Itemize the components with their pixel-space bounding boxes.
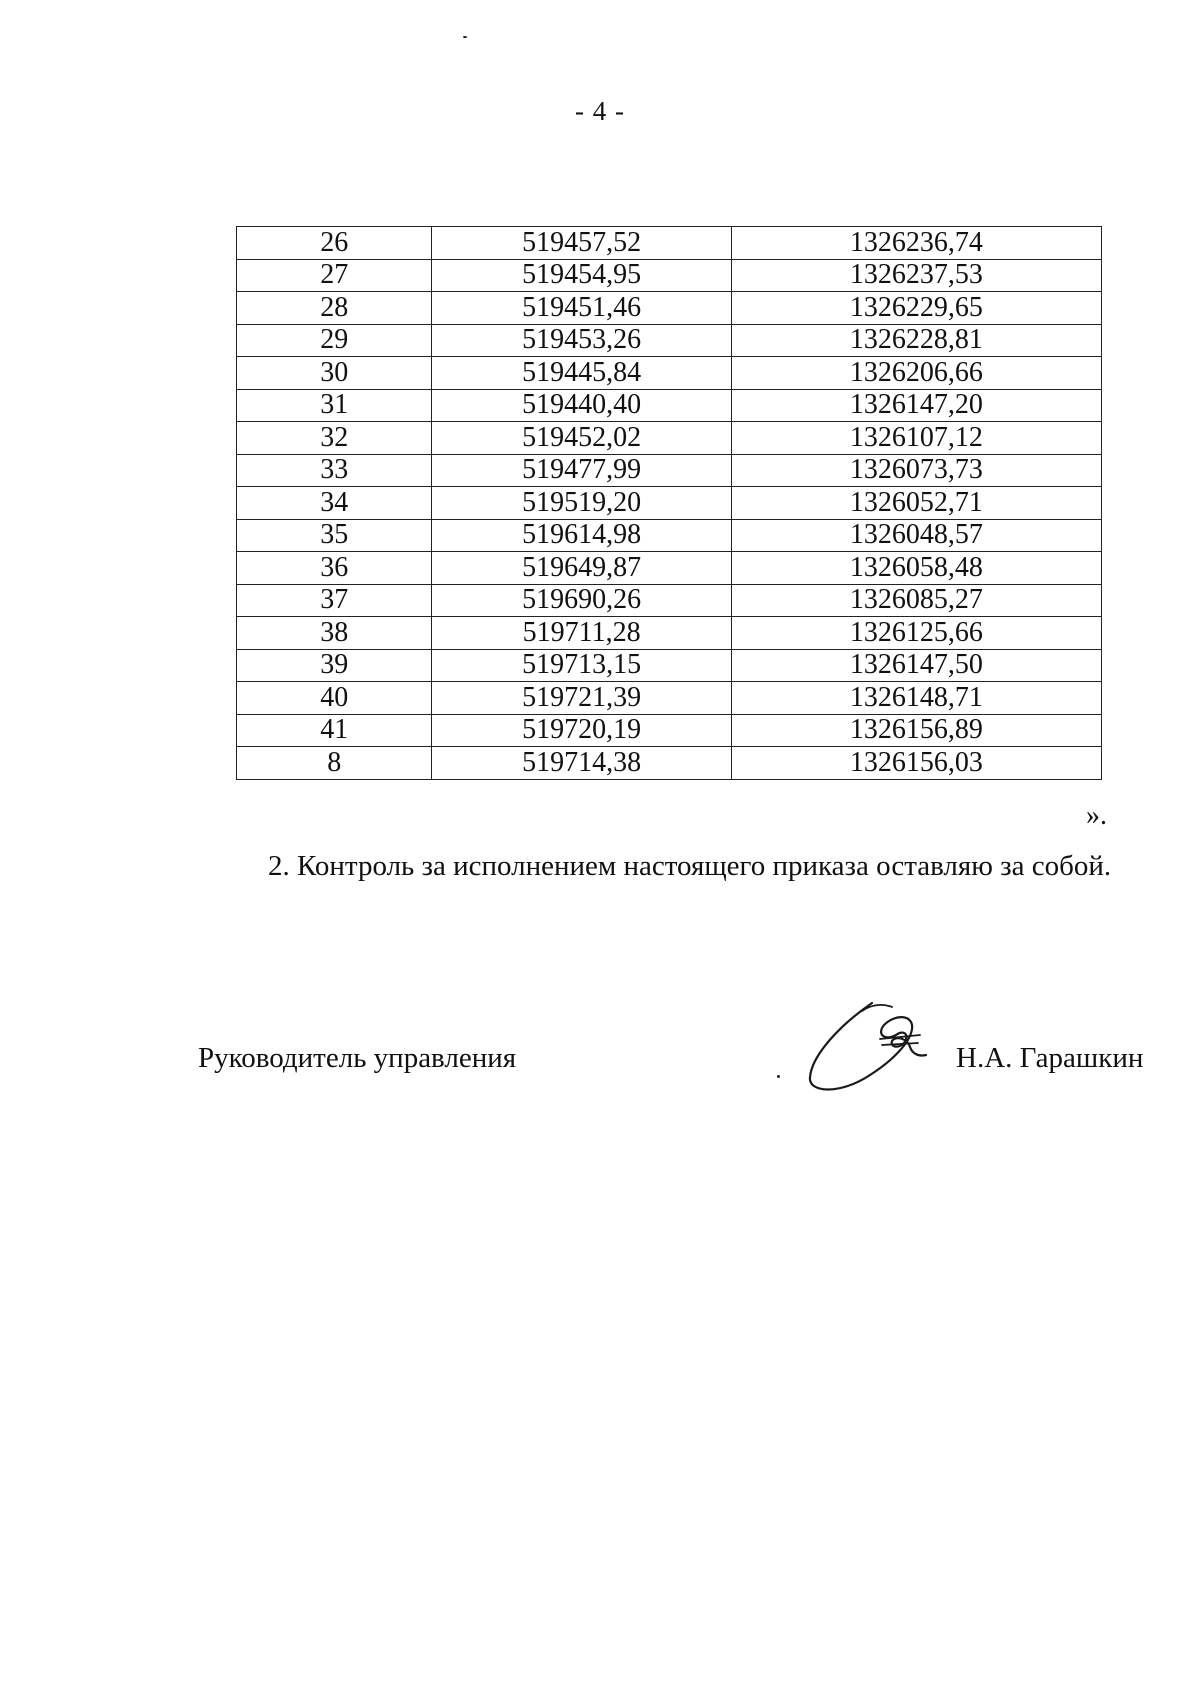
point-number-cell: 35 [237,519,432,552]
table-row [237,747,1102,780]
table-row [237,617,1102,650]
point-number-cell: 34 [237,487,432,520]
point-number-cell: 40 [237,682,432,715]
table-row [237,227,1102,260]
point-number-cell: 37 [237,584,432,617]
x-coordinate-cell: 519454,95 [432,259,731,292]
y-coordinate-cell: 1326125,66 [731,617,1101,650]
x-coordinate-cell: 519720,19 [432,714,731,747]
y-coordinate-cell: 1326048,57 [731,519,1101,552]
y-coordinate-cell: 1326073,73 [731,454,1101,487]
y-coordinate-cell: 1326107,12 [731,422,1101,455]
x-coordinate-cell: 519445,84 [432,357,731,390]
y-coordinate-cell: 1326156,03 [731,747,1101,780]
x-coordinate-cell: 519451,46 [432,292,731,325]
table-row [237,682,1102,715]
table-row [237,422,1102,455]
scan-speck [777,1075,780,1078]
point-number-cell: 27 [237,259,432,292]
y-coordinate-cell: 1326085,27 [731,584,1101,617]
x-coordinate-cell: 519713,15 [432,649,731,682]
point-number-cell: 38 [237,617,432,650]
signatory-name: Н.А. Гарашкин [956,1042,1144,1074]
paragraph-item-2: 2. Контроль за исполнением настоящего приказа оставляю за собой. [268,850,1112,882]
point-number-cell: 41 [237,714,432,747]
table-row [237,487,1102,520]
point-number-cell: 30 [237,357,432,390]
point-number-cell: 31 [237,389,432,422]
table-row [237,389,1102,422]
scan-speck [463,36,467,38]
table-row [237,519,1102,552]
y-coordinate-cell: 1326052,71 [731,487,1101,520]
y-coordinate-cell: 1326147,50 [731,649,1101,682]
y-coordinate-cell: 1326237,53 [731,259,1101,292]
x-coordinate-cell: 519711,28 [432,617,731,650]
page-number: - 4 - [575,96,625,126]
handwritten-signature [800,995,930,1095]
coordinates-table [236,226,1102,780]
table-row [237,259,1102,292]
x-coordinate-cell: 519440,40 [432,389,731,422]
x-coordinate-cell: 519614,98 [432,519,731,552]
x-coordinate-cell: 519457,52 [432,227,731,260]
y-coordinate-cell: 1326156,89 [731,714,1101,747]
x-coordinate-cell: 519519,20 [432,487,731,520]
y-coordinate-cell: 1326206,66 [731,357,1101,390]
table-row [237,324,1102,357]
point-number-cell: 29 [237,324,432,357]
y-coordinate-cell: 1326147,20 [731,389,1101,422]
signatory-position: Руководитель управления [198,1042,517,1074]
point-number-cell: 39 [237,649,432,682]
point-number-cell: 33 [237,454,432,487]
y-coordinate-cell: 1326148,71 [731,682,1101,715]
table-row [237,649,1102,682]
point-number-cell: 36 [237,552,432,585]
point-number-cell: 26 [237,227,432,260]
x-coordinate-cell: 519649,87 [432,552,731,585]
y-coordinate-cell: 1326058,48 [731,552,1101,585]
x-coordinate-cell: 519721,39 [432,682,731,715]
point-number-cell: 8 [237,747,432,780]
table-row [237,357,1102,390]
table-row [237,714,1102,747]
table-row [237,454,1102,487]
point-number-cell: 28 [237,292,432,325]
y-coordinate-cell: 1326228,81 [731,324,1101,357]
x-coordinate-cell: 519714,38 [432,747,731,780]
x-coordinate-cell: 519452,02 [432,422,731,455]
point-number-cell: 32 [237,422,432,455]
x-coordinate-cell: 519453,26 [432,324,731,357]
coordinates-table-body [237,227,1102,780]
table-row [237,584,1102,617]
y-coordinate-cell: 1326236,74 [731,227,1101,260]
closing-quote: ». [1086,800,1107,831]
x-coordinate-cell: 519477,99 [432,454,731,487]
x-coordinate-cell: 519690,26 [432,584,731,617]
table-row [237,552,1102,585]
y-coordinate-cell: 1326229,65 [731,292,1101,325]
table-row [237,292,1102,325]
